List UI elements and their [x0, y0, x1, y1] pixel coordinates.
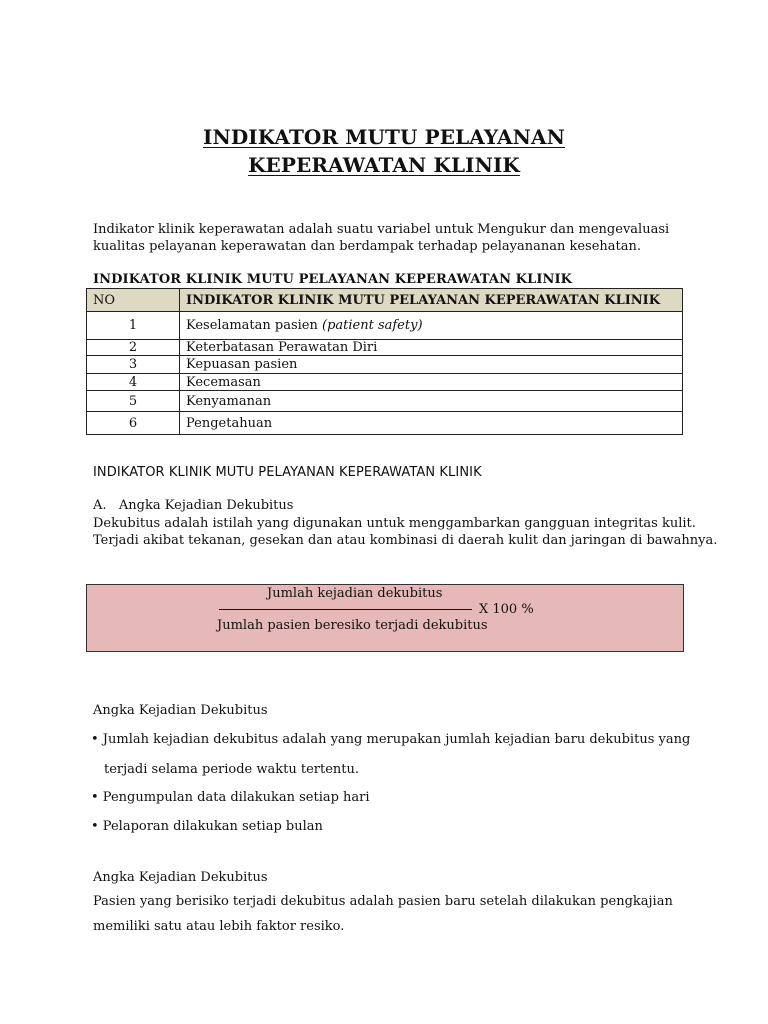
document-title-line-2: KEPERAWATAN KLINIK: [248, 153, 520, 177]
section-2-heading: INDIKATOR KLINIK MUTU PELAYANAN KEPERAWATAN KLINIK: [93, 465, 482, 480]
formula-multiplier: X 100 %: [479, 602, 534, 617]
row-indicator-italic: (patient safety): [322, 318, 423, 333]
formula-numerator: Jumlah kejadian dekubitus: [267, 586, 443, 601]
row-indicator: [180, 312, 683, 340]
header-indicator: INDIKATOR KLINIK MUTU PELAYANAN KEPERAWATAN KLINIK: [180, 289, 683, 312]
formula-denominator: Jumlah pasien beresiko terjadi dekubitus: [217, 618, 488, 633]
section-4-heading: Angka Kejadian Dekubitus: [93, 870, 268, 885]
table-row: [87, 356, 683, 374]
table-row: [87, 312, 683, 340]
bullet-item: • Jumlah kejadian dekubitus adalah yang merupakan jumlah kejadian baru dekubitus yang: [91, 732, 691, 747]
header-no: NO: [87, 289, 180, 312]
table-heading: INDIKATOR KLINIK MUTU PELAYANAN KEPERAWATAN KLINIK: [93, 272, 573, 287]
formula-box: [86, 584, 684, 652]
row-indicator-text: Keselamatan pasien: [186, 318, 322, 333]
row-number: 4: [87, 374, 180, 391]
bullet-continuation: terjadi selama periode waktu tertentu.: [104, 762, 360, 777]
table-header-row: [87, 289, 683, 312]
row-indicator: Pengetahuan: [180, 412, 683, 435]
table-row: [87, 391, 683, 412]
table-row: [87, 340, 683, 356]
row-number: 5: [87, 391, 180, 412]
bullet-item: • Pengumpulan data dilakukan setiap hari: [91, 790, 370, 805]
indicator-table: [86, 288, 683, 435]
document-title-line-1: INDIKATOR MUTU PELAYANAN: [203, 125, 565, 149]
intro-paragraph-line-2: kualitas pelayanan keperawatan dan berdampak terhadap pelayananan kesehatan.: [93, 239, 642, 254]
formula-fraction-line: [219, 609, 472, 610]
row-number: 6: [87, 412, 180, 435]
bullet-item: • Pelaporan dilakukan setiap bulan: [91, 819, 323, 834]
row-indicator: Kepuasan pasien: [180, 356, 683, 374]
row-number: 1: [87, 312, 180, 340]
row-indicator: Kecemasan: [180, 374, 683, 391]
section-2-paragraph-line-1: Dekubitus adalah istilah yang digunakan untuk menggambarkan gangguan integritas kulit.: [93, 516, 696, 531]
row-indicator: Kenyamanan: [180, 391, 683, 412]
section-3-heading: Angka Kejadian Dekubitus: [93, 703, 268, 718]
row-number: 3: [87, 356, 180, 374]
row-number: 2: [87, 340, 180, 356]
intro-paragraph-line-1: Indikator klinik keperawatan adalah suatu variabel untuk Mengukur dan mengevaluasi: [93, 222, 670, 237]
table-row: [87, 412, 683, 435]
row-indicator: Keterbatasan Perawatan Diri: [180, 340, 683, 356]
section-2-subheading: A. Angka Kejadian Dekubitus: [93, 498, 294, 513]
section-2-paragraph-line-2: Terjadi akibat tekanan, gesekan dan atau kombinasi di daerah kulit dan jaringan di bawahnya.: [93, 533, 718, 548]
section-4-line-1: Pasien yang berisiko terjadi dekubitus adalah pasien baru setelah dilakukan pengkajian: [93, 894, 673, 909]
table-row: [87, 374, 683, 391]
section-4-line-2: memiliki satu atau lebih faktor resiko.: [93, 919, 345, 934]
